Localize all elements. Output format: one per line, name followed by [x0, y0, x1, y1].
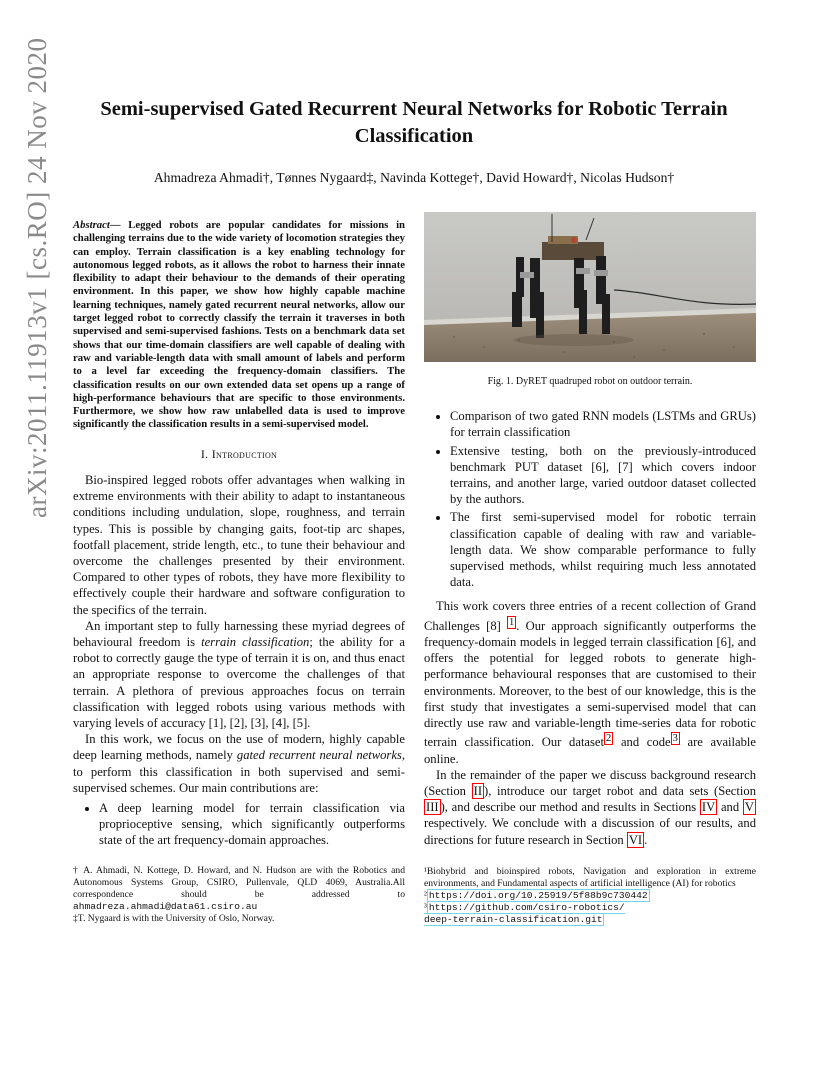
- code-link[interactable]: https://github.com/csiro-robotics/ deep-terrain-classification.git: [424, 901, 625, 925]
- list-item: • Comparison of two gated RNN models (LSTMs and GRUs) for terrain classification: [450, 408, 756, 440]
- right-column: [424, 212, 756, 926]
- abstract-label: Abstract—: [73, 219, 121, 231]
- list-item: • Extensive testing, both on the previously-introduced benchmark PUT dataset [6], [7] which covers indoor terrains, and another large, varied outdoor dataset collected by the authors.: [450, 443, 756, 508]
- section-link-III[interactable]: III: [426, 800, 439, 815]
- list-item: • The first semi-supervised model for robotic terrain classification capable of dealing with raw and variable-length data. We show comparable performance to fully supervised methods, whilst requiring much less annotated data.: [450, 509, 756, 590]
- affiliation-footnotes: [73, 865, 405, 925]
- footnote-link-2[interactable]: 2: [606, 733, 612, 745]
- right-paragraph-1: This work covers three entries of a recent collection of Grand Challenges [8] $^1$ . Our approach significantly outperforms the frequency-domain models in legged terrain classification [6], and offers the potential for legged robots to generate high-performance behavioural responses that are customised to their environments. Moreover, to the best of our knowledge, this is the first study that investigates a semi-supervised model that can directly use raw and variable-length time-series data for robotic terrain classification. Our dataset $^2$ and code $^3$ are available online.: [424, 599, 757, 766]
- footnote-1: ¹Biohybrid and bioinspired robots, Navigation and exploration in extreme environments, and Fundamental aspects of artificial intelligence (AI) for robotics: [424, 865, 756, 889]
- abstract: [73, 219, 405, 432]
- footnote-link-3[interactable]: 3: [672, 733, 678, 745]
- section-link-IV[interactable]: IV: [701, 800, 716, 815]
- intro-paragraph-2: An important step to fully harnessing these myriad degrees of behavioural freedom is terrain classification; the ability for a robot to correctly gauge the type of terrain it is on, and thus enact an appropriate response to overcome the challenges of that terrain. A plethora of previous approaches focus on terrain classification with legged robots using various methods with varying levels of accuracy [1], [2], [3], [4], [5].: [73, 618, 406, 730]
- paper-title: Semi-supervised Gated Recurrent Neural Networks for Robotic Terrain Classification: [100, 98, 728, 147]
- abstract-text: Legged robots are popular candidates for missions in challenging terrains due to the wide variety of locomotion strategies they can employ. Terrain classification is a key enabling technology for autonomous legged robots, as it allows the robot to harness their innate flexibility to adapt their behaviour to the demands of their operating environment. In this paper, we show how highly capable machine learning techniques, namely gated recurrent neural networks, allow our target legged robot to correctly classify the terrain it traverses in both supervised and semi-supervised fashions. Tests on a benchmark data set shows that our time-domain classifiers are well capable of dealing with raw and variable-length data with small amount of labels and perform to a level far exceeding the frequency-domain classifiers. The classification results on our own extended data set opens up a range of high-performance behaviours that are specific to those environments. Furthermore, we show how raw unlabelled data is used to improve significantly the classification results in a semi-supervised model.: [73, 219, 405, 431]
- footnote-affiliation: † A. Ahmadi, N. Kottege, D. Howard, and N. Hudson are with the Robotics and Autonomous Systems Group, CSIRO, Pullenvale, QLD 4069, Australia.All correspondence should be addressed to ahmadreza.ahmadi@data61.csiro.au: [73, 864, 405, 912]
- right-footnotes: [424, 866, 756, 926]
- section-heading-introduction: I. Introduction: [200, 446, 278, 461]
- intro-paragraph-3: In this work, we focus on the use of modern, highly capable deep learning methods, namely gated recurrent neural networks, to perform this classification in both supervised and semi-supervised schemes. Our main contributions are:: [73, 732, 405, 795]
- footnote-affiliation-2: ‡T. Nygaard is with the University of Oslo, Norway.: [73, 912, 275, 924]
- footnote-3: ³ https://github.com/csiro-robotics/ deep-terrain-classification.git: [424, 901, 625, 925]
- list-item: • A deep learning model for terrain classification via proprioceptive sensing, which significantly outperforms state of the art frequency-domain approaches.: [99, 800, 405, 849]
- email-link[interactable]: ahmadreza.ahmadi@data61.csiro.au: [73, 900, 258, 912]
- left-column: [73, 219, 405, 925]
- contribution-list: [73, 800, 405, 849]
- right-paragraph-2: In the remainder of the paper we discuss background research (Section II ), introduce our target robot and data sets (Section III ), and describe our method and results in Sections IV and V respectively. We conclude with a discussion of our results, and directions for future research in Section VI .: [424, 767, 756, 847]
- figure-caption: Fig. 1. DyRET quadruped robot on outdoor terrain.: [487, 376, 693, 387]
- contribution-list-continued: [424, 408, 756, 590]
- section-link-II[interactable]: II: [473, 784, 483, 799]
- figure-robot-photo: [424, 212, 756, 362]
- arxiv-identifier: arXiv:2011.11913v1 [cs.RO] 24 Nov 2020: [22, 37, 52, 518]
- footnote-2: ² https://doi.org/10.25919/5f88b9c730442: [424, 889, 648, 901]
- intro-paragraph-1: Bio-inspired legged robots offer advantages when walking in extreme environments with their ability to adapt to instantaneous conditions including undulation, slope, roughness, and terrain types. This is possible by changing gaits, foot-tip arc shapes, footfall placement, stride length, etc., to tune their behaviour and overcome the challenges presented by their environment. Compared to other types of robots, they have more flexibility to effectively couple their hardware and software configuration to the specifics of the terrain.: [73, 472, 405, 617]
- footnote-link-1[interactable]: 1: [509, 616, 515, 628]
- section-link-V[interactable]: V: [744, 800, 754, 815]
- author-list: Ahmadreza Ahmadi†, Tønnes Nygaard‡, Navinda Kottege†, David Howard†, Nicolas Hudson†: [153, 170, 675, 185]
- dataset-link[interactable]: https://doi.org/10.25919/5f88b9c730442: [428, 889, 648, 901]
- section-link-VI[interactable]: VI: [628, 832, 643, 847]
- robot-photo-image: [424, 212, 756, 362]
